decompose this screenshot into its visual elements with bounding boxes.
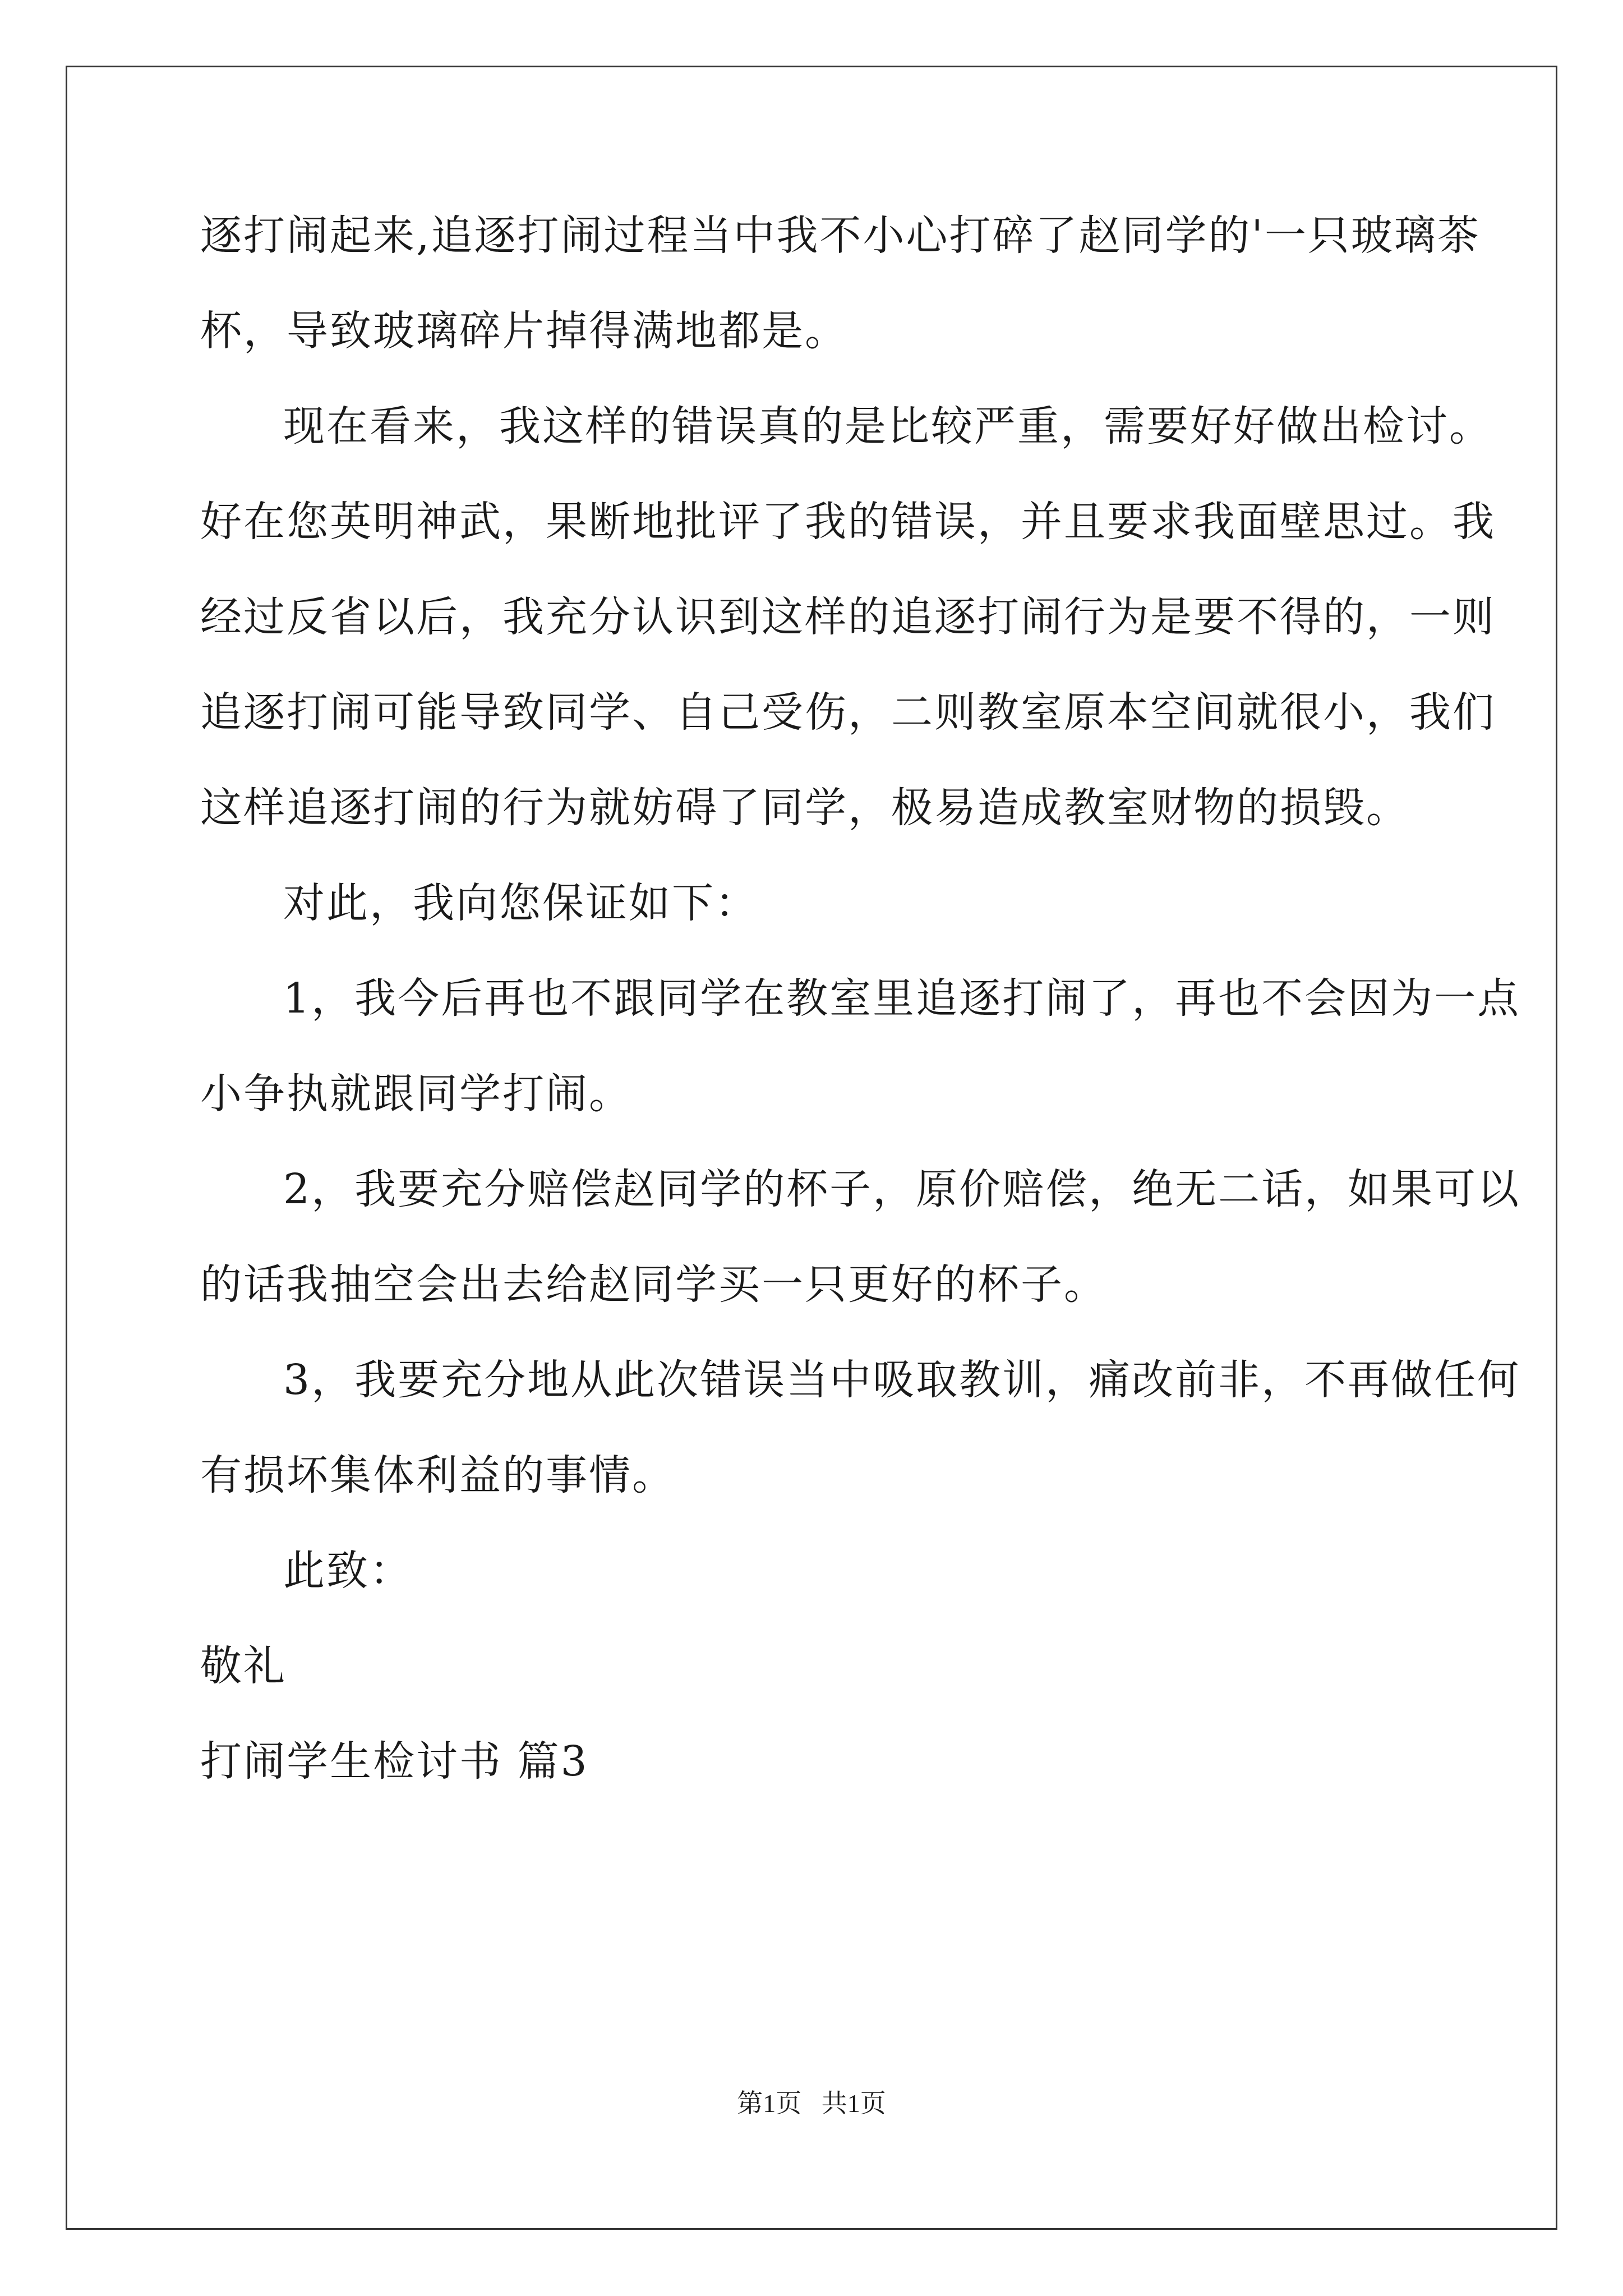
page-footer (0, 2087, 1623, 2120)
text-line: 杯，导致玻璃碎片掉得满地都是。 (200, 307, 848, 355)
list-item-1: 1，我今后再也不跟同学在教室里追逐打闹了，再也不会因为一点 (283, 974, 1521, 1023)
text-line: 这样追逐打闹的行为就妨碍了同学，极易造成教室财物的损毁。 (200, 784, 1409, 832)
page-number: 第1页 (737, 2089, 802, 2118)
closing-salutation: 此致： (283, 1547, 413, 1595)
text-line: 好在您英明神武，果断地批评了我的错误，并且要求我面壁思过。我 (200, 498, 1496, 546)
section-heading: 打闹学生检讨书 篇3 (200, 1737, 589, 1786)
page-border (66, 66, 1557, 2230)
text-line: 对此，我向您保证如下： (283, 879, 758, 927)
text-line: 的话我抽空会出去给赵同学买一只更好的杯子。 (200, 1260, 1107, 1309)
text-line: 现在看来，我这样的错误真的是比较严重，需要好好做出检讨。 (283, 402, 1492, 450)
closing-regards: 敬礼 (200, 1642, 287, 1690)
list-item-2: 2，我要充分赔偿赵同学的杯子，原价赔偿，绝无二话，如果可以 (283, 1165, 1521, 1213)
page-total: 共1页 (821, 2089, 886, 2118)
text-line: 小争执就跟同学打闹。 (200, 1070, 632, 1118)
text-line: 追逐打闹可能导致同学、自己受伤，二则教室原本空间就很小，我们 (200, 688, 1496, 737)
text-line: 经过反省以后，我充分认识到这样的追逐打闹行为是要不得的，一则 (200, 593, 1496, 641)
text-line: 逐打闹起来,追逐打闹过程当中我不小心打碎了赵同学的'一只玻璃茶 (200, 211, 1481, 260)
list-item-3: 3，我要充分地从此次错误当中吸取教训，痛改前非，不再做任何 (283, 1356, 1521, 1404)
text-line: 有损坏集体利益的事情。 (200, 1451, 675, 1499)
